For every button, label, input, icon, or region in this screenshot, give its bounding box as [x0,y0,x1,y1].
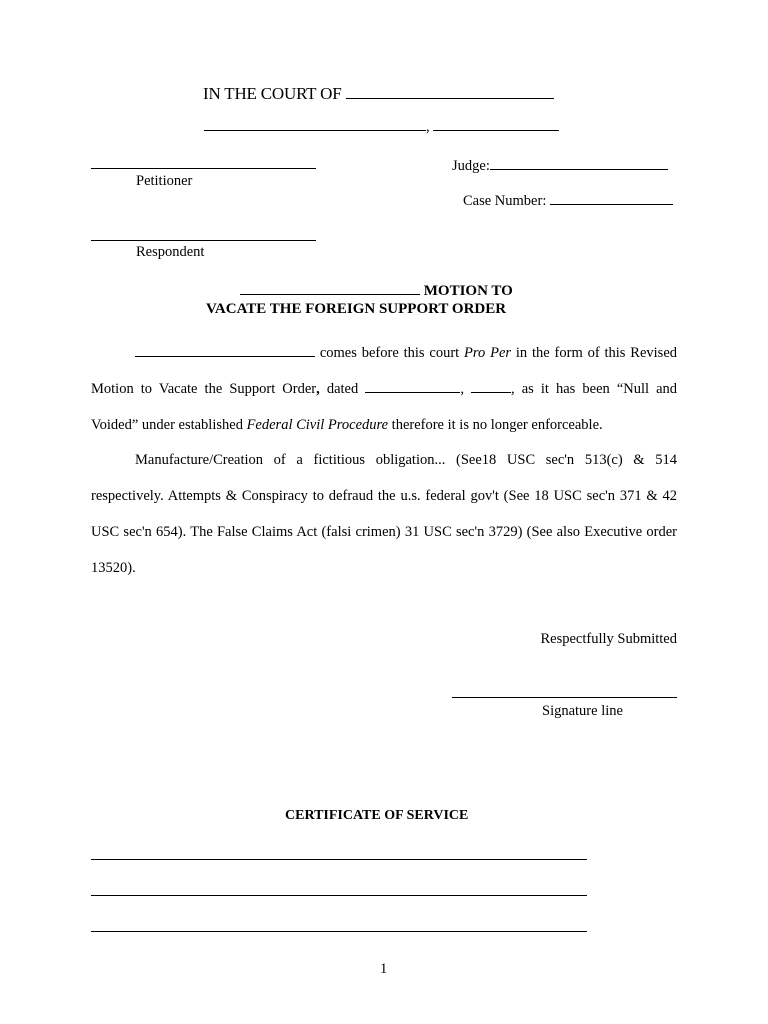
petitioner-name-line[interactable] [91,168,316,169]
motion-type-blank[interactable] [240,280,420,295]
p1-text-b: in the form of this Revised Motion to Vacate the Support Order [91,345,678,397]
movant-name-blank[interactable] [135,342,315,357]
court-location [204,116,559,136]
judge-blank[interactable] [490,155,668,170]
body-paragraph-1 [91,335,677,443]
case-number-label: Case Number: [463,193,547,209]
motion-title-line2: VACATE THE FOREIGN SUPPORT ORDER [206,301,507,317]
court-heading [203,84,554,104]
p1-federal-civil-procedure: Federal Civil Procedure [246,417,389,433]
petitioner-label: Petitioner [136,173,193,189]
county-blank[interactable] [204,116,426,131]
court-label: IN THE COURT OF [203,84,342,103]
certificate-line-3[interactable] [91,931,587,932]
signature-line-label: Signature line [542,703,623,719]
p1-text-c: dated [326,381,359,397]
motion-title-line1 [240,280,513,300]
location-comma: , [426,119,430,135]
certificate-line-2[interactable] [91,895,587,896]
body-paragraph-2: Manufacture/Creation of a fictitious obligation... (See18 USC sec'n 513(c) & 514 respectively. Attempts & Conspiracy to defraud the u.s. federal gov't (See 18 USC sec'n 371 & 42 USC sec'n 654). The False Claims Act (falsi crimen) 31 USC sec'n 3729) (See also Executive order 13520). [91,452,677,576]
judge-field [452,155,668,175]
respondent-name-line[interactable] [91,240,316,241]
judge-label: Judge: [452,158,490,174]
page-number: 1 [380,961,388,977]
order-year-blank[interactable] [471,378,511,393]
p1-sep: , [460,381,464,397]
p1-text-a: comes before this court [319,345,460,361]
certificate-heading: CERTIFICATE OF SERVICE [285,808,469,823]
certificate-line-1[interactable] [91,859,587,860]
motion-title-1: MOTION TO [423,283,513,299]
respondent-label: Respondent [136,244,205,260]
p1-comma: , [316,381,320,397]
case-number-field [463,190,673,210]
state-blank[interactable] [433,116,559,131]
case-number-blank[interactable] [550,190,673,205]
closing-text: Respectfully Submitted [540,631,677,647]
court-name-blank[interactable] [346,84,554,99]
p1-text-e: therefore it is no longer enforceable. [391,417,603,433]
p1-pro-per: Pro Per [464,345,512,361]
p1-text-d: , as it has been “Null and Voided” under established [91,381,678,433]
signature-line[interactable] [452,697,677,698]
order-date-blank[interactable] [365,378,460,393]
